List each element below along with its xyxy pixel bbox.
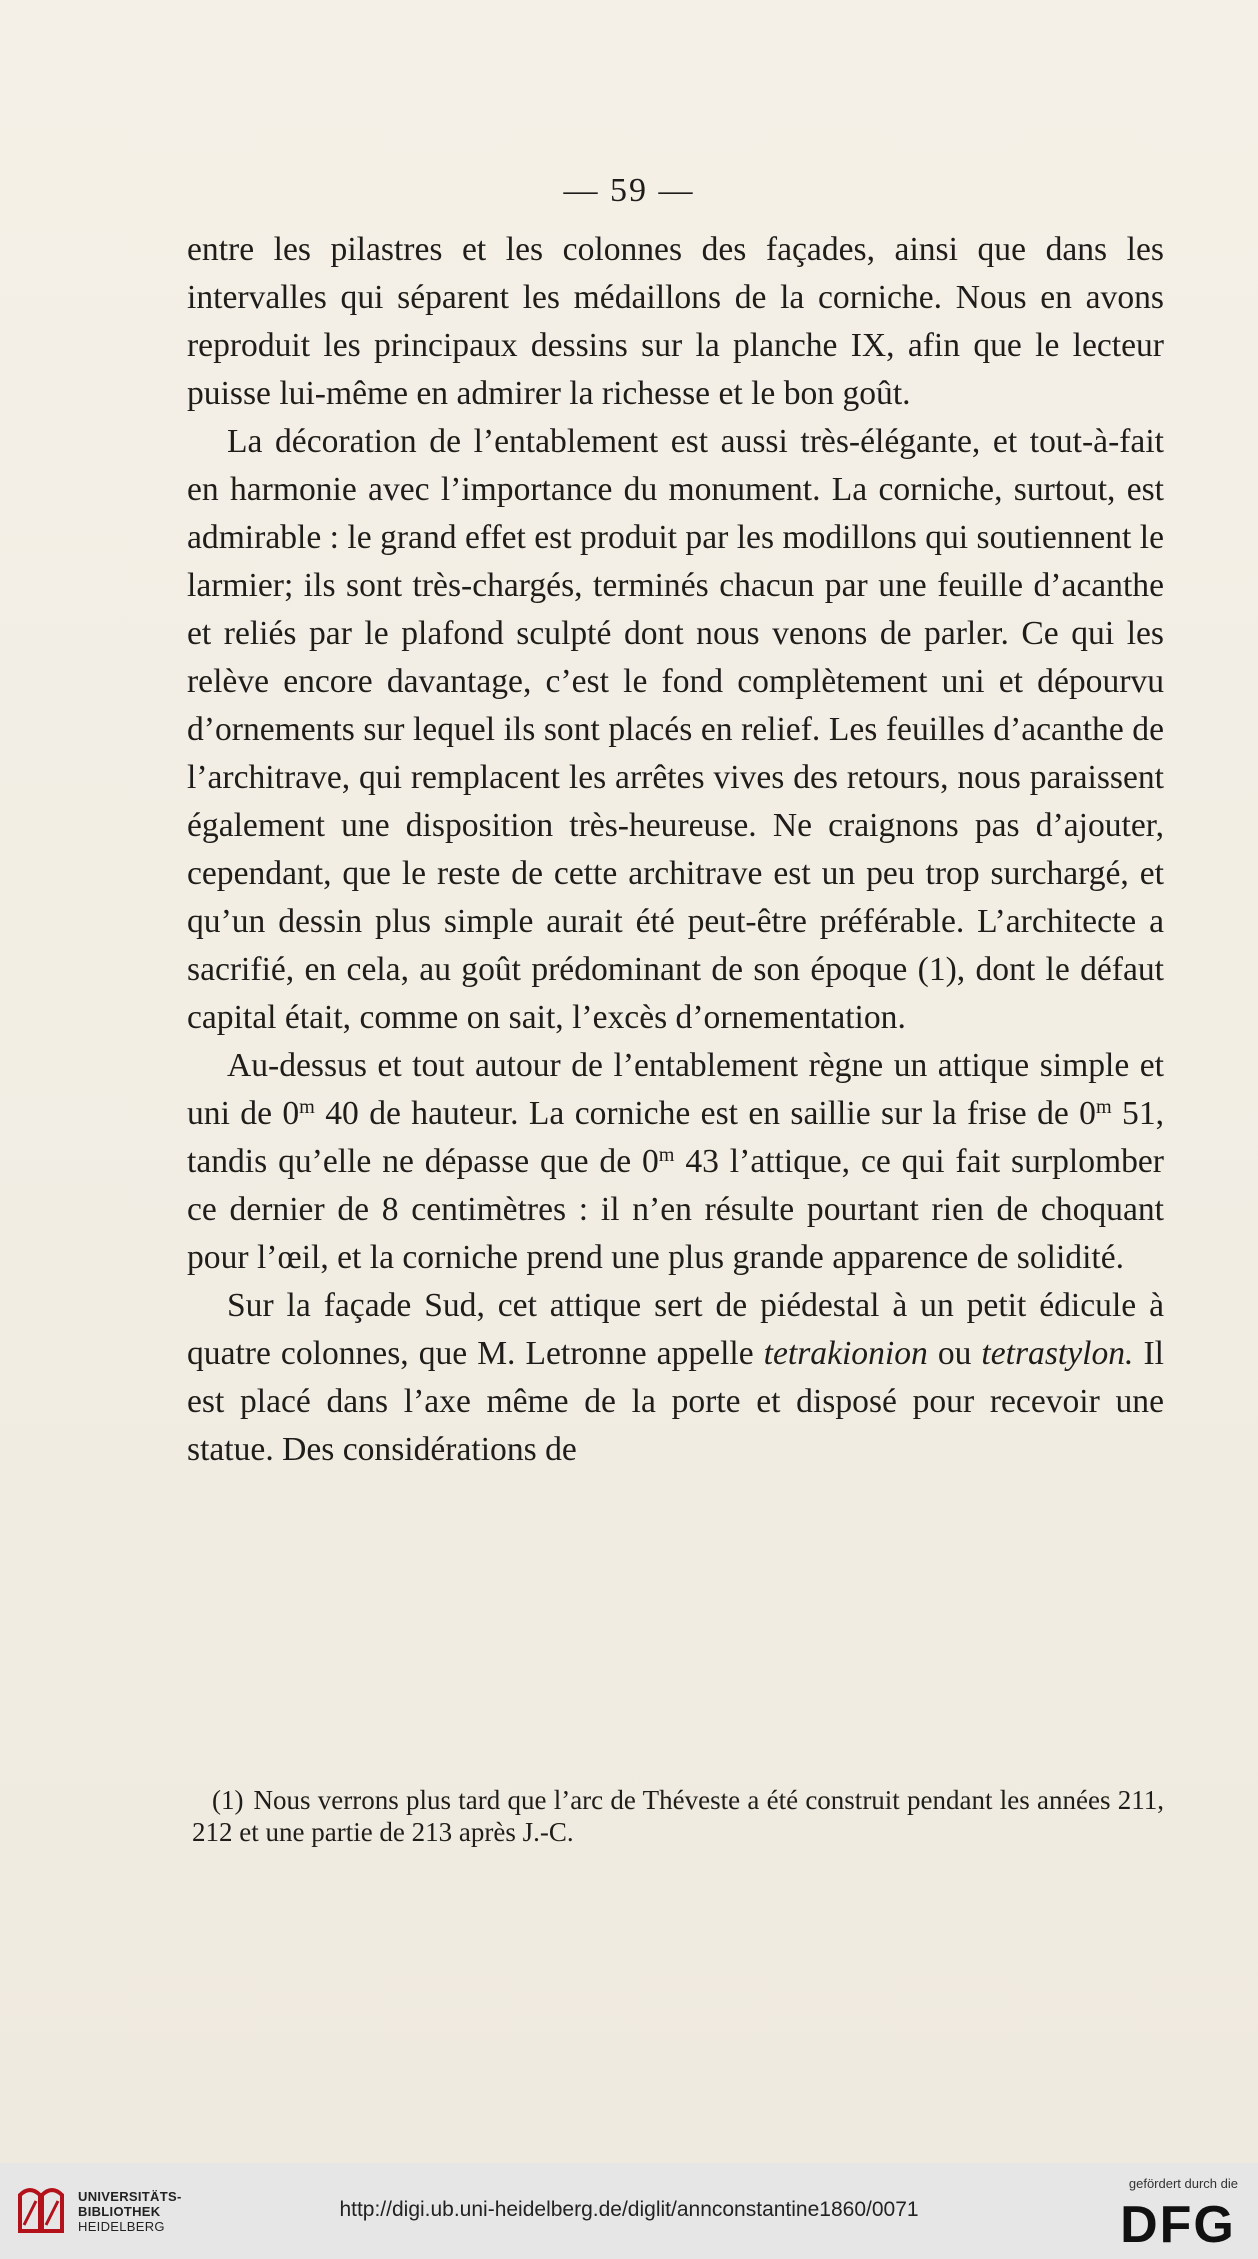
institution-line-2: BIBLIOTHEK xyxy=(78,2204,161,2219)
paragraph-3-part-d: 43 l’attique, ce qui fait surplomber ce dernier de 8 centimètres : il n’en résulte pourtant rien de choquant pour l’œil, et la corniche prend une plus grande apparence de solidité. xyxy=(187,1143,1164,1276)
institution-line-3: HEIDELBERG xyxy=(78,2219,165,2234)
paragraph-3-part-a: Au-dessus et tout autour de l’entablement règne un attique simple et uni de 0 xyxy=(187,1047,1164,1132)
paragraph-3-part-b: 40 de hauteur. La corniche est en saillie sur la frise de 0 xyxy=(314,1095,1096,1132)
unit-superscript: m xyxy=(299,1095,315,1118)
term-tetrastylon: tetrastylon. xyxy=(981,1335,1134,1372)
paragraph-3-part-c: 51, tandis qu’elle ne dépasse que de 0 xyxy=(187,1095,1164,1180)
paragraph-4 xyxy=(187,1282,1164,1474)
sponsor-label: gefördert durch die xyxy=(1128,2176,1238,2191)
paragraph-1: entre les pilastres et les colonnes des façades, ainsi que dans les intervalles qui séparent les médaillons de la corniche. Nous en avons reproduit les principaux dessins sur la planche IX, afin que le lecteur puisse lui-même en admirer la richesse et le bon goût. xyxy=(187,231,1164,412)
paragraph-3 xyxy=(187,1042,1164,1282)
page-number: — 59 — xyxy=(563,172,695,209)
unit-superscript: m xyxy=(1095,1095,1112,1118)
body-text xyxy=(187,226,1164,1474)
paragraph-4-part-b: ou xyxy=(927,1335,982,1372)
paragraph-4-part-a: Sur la façade Sud, cet attique sert de piédestal à un petit édicule à quatre colonnes, que M. Letronne appelle xyxy=(187,1287,1164,1372)
source-url-link[interactable]: http://digi.ub.uni-heidelberg.de/diglit/annconstantine1860/0071 xyxy=(339,2198,919,2221)
footnote-marker: (1) xyxy=(212,1785,244,1815)
footnote-text: Nous verrons plus tard que l’arc de Théveste a été construit pendant les années 211, 212 et une partie de 213 après J.-C. xyxy=(192,1785,1164,1847)
dfg-logo-icon xyxy=(1118,2196,1238,2246)
institution-line-1: UNIVERSITÄTS- xyxy=(78,2189,182,2204)
paragraph-4-part-c: Il est placé dans l’axe même de la porte et disposé pour recevoir une statue. Des considérations de xyxy=(187,1335,1164,1468)
footnote xyxy=(192,1784,1164,1848)
term-tetrakionion: tetrakionion xyxy=(763,1335,928,1372)
paragraph-2: La décoration de l’entablement est aussi très-élégante, et tout-à-fait en harmonie avec l’importance du monument. La corniche, surtout, est admirable : le grand effet est produit par les modillons qui soutiennent le larmier; ils sont très-chargés, terminés chacun par une feuille d’acanthe et reliés par le plafond sculpté dont nous venons de parler. Ce qui les relève encore davantage, c’est le fond complètement uni et dépourvu d’ornements sur lequel ils sont placés en relief. Les feuilles d’acanthe de l’architrave, qui remplacent les arrêtes vives des retours, nous paraissent également une disposition très-heureuse. Ne craignons pas d’ajouter, cependant, que le reste de cette architrave est un peu trop surchargé, et qu’un dessin plus simple aurait été peut-être préférable. L’architecte a sacrifié, en cela, au goût prédominant de son époque (1), dont le défaut capital était, comme on sait, l’excès d’ornementation. xyxy=(187,423,1164,1036)
unit-superscript: m xyxy=(658,1143,675,1166)
dfg-logo-text: DFG xyxy=(1120,2196,1236,2246)
